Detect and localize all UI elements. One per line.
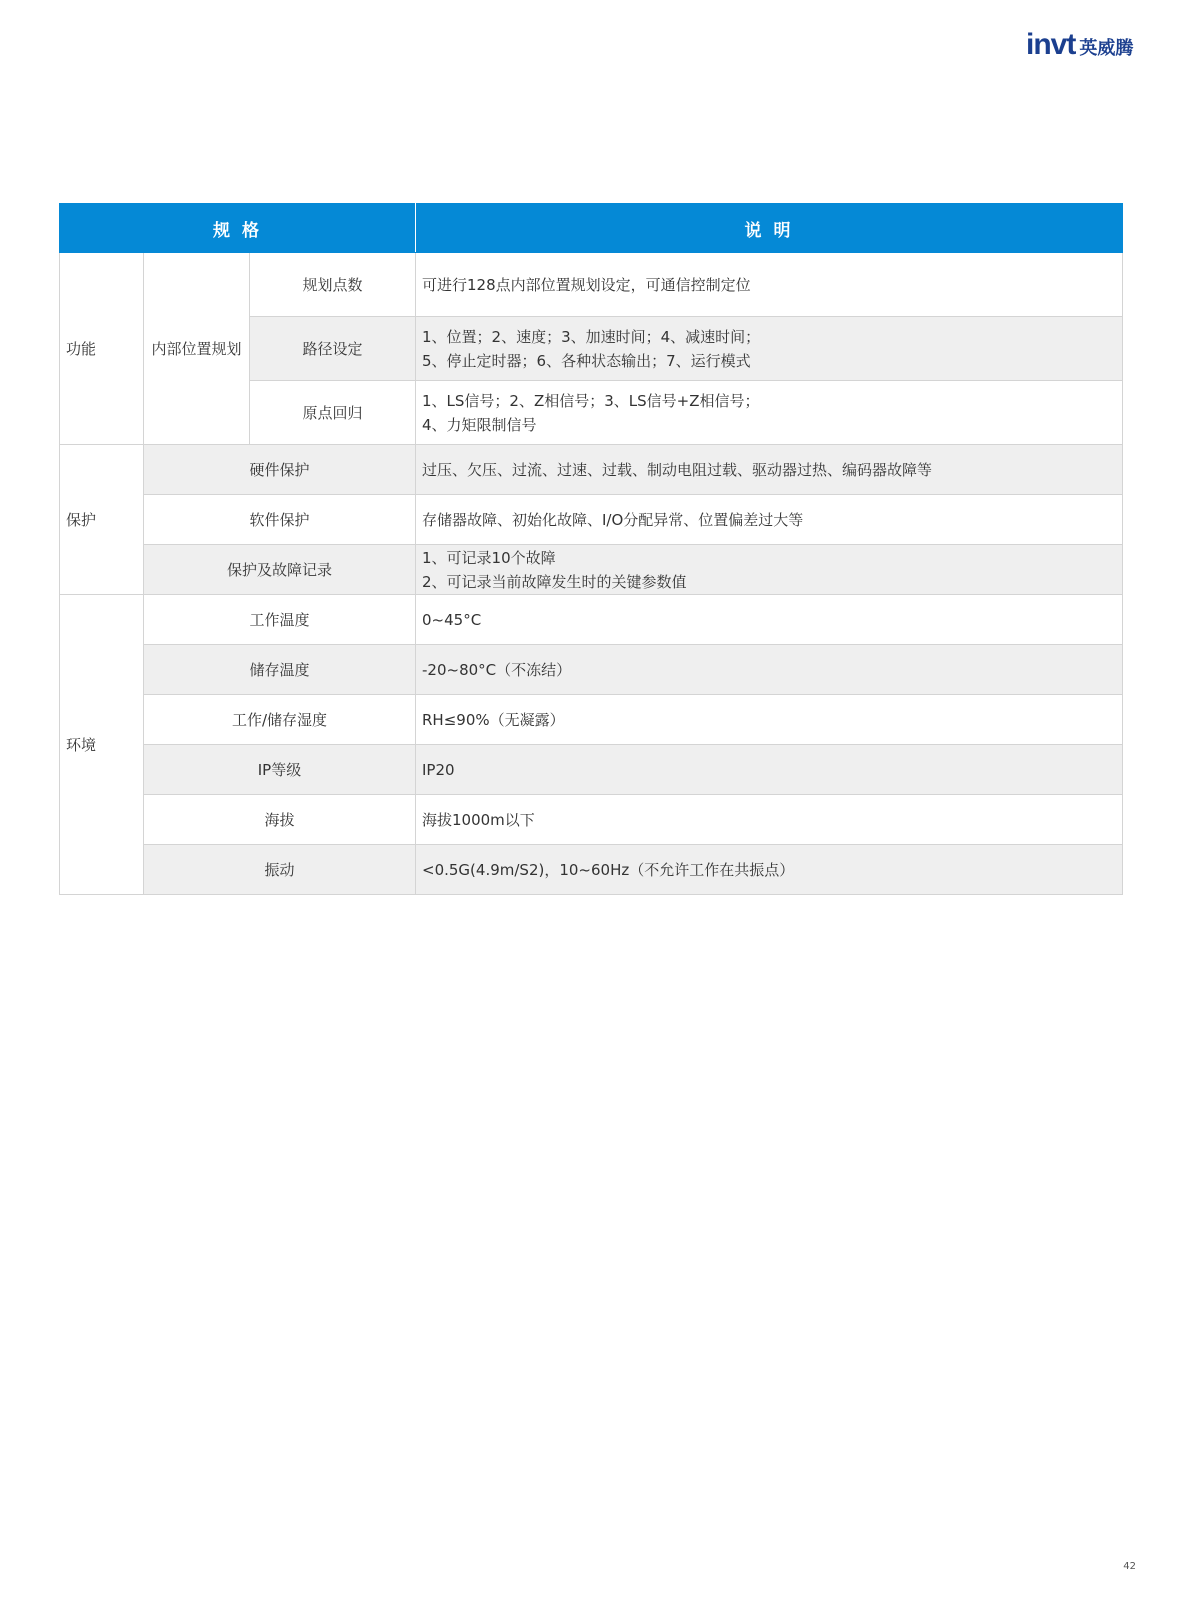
row-item: 储存温度: [144, 645, 416, 695]
row-item: 保护及故障记录: [144, 545, 416, 595]
table-row: [60, 495, 1123, 545]
row-item: 规划点数: [250, 253, 416, 317]
table-row: [60, 695, 1123, 745]
table-row: [60, 253, 1123, 317]
table-row: [60, 595, 1123, 645]
row-desc: 海拔1000m以下: [416, 795, 1123, 845]
row-item: 振动: [144, 845, 416, 895]
row-item: 海拔: [144, 795, 416, 845]
row-item: 软件保护: [144, 495, 416, 545]
row-item: 工作温度: [144, 595, 416, 645]
row-desc: 1、位置；2、速度；3、加速时间；4、减速时间； 5、停止定时器；6、各种状态输出；7、运行模式: [416, 317, 1123, 381]
row-item: 工作/储存湿度: [144, 695, 416, 745]
subgroup-internal-position: 内部位置规划: [144, 253, 250, 445]
row-desc: 1、LS信号；2、Z相信号；3、LS信号+Z相信号； 4、力矩限制信号: [416, 381, 1123, 445]
row-desc: RH≤90%（无凝露）: [416, 695, 1123, 745]
row-desc: 1、可记录10个故障 2、可记录当前故障发生时的关键参数值: [416, 545, 1123, 595]
logo-text: 英威腾: [1079, 38, 1134, 59]
table-header-row: [60, 204, 1123, 253]
group-environment: 环境: [60, 595, 144, 895]
row-desc: <0.5G(4.9m/S2)，10~60Hz（不允许工作在共振点）: [416, 845, 1123, 895]
row-desc: 存储器故障、初始化故障、I/O分配异常、位置偏差过大等: [416, 495, 1123, 545]
spec-table: [59, 203, 1123, 895]
table-row: [60, 445, 1123, 495]
header-spec: 规 格: [60, 204, 416, 253]
row-desc: 可进行128点内部位置规划设定，可通信控制定位: [416, 253, 1123, 317]
row-item: 硬件保护: [144, 445, 416, 495]
table-row: [60, 545, 1123, 595]
row-desc: 0~45°C: [416, 595, 1123, 645]
header-desc: 说 明: [416, 204, 1123, 253]
row-desc: -20~80°C（不冻结）: [416, 645, 1123, 695]
page-number: 42: [1123, 1561, 1136, 1572]
group-function: 功能: [60, 253, 144, 445]
table-row: [60, 795, 1123, 845]
brand-logo: [1026, 28, 1133, 62]
table-row: [60, 645, 1123, 695]
row-item: 路径设定: [250, 317, 416, 381]
logo-mark: invt: [1026, 28, 1076, 61]
row-item: IP等级: [144, 745, 416, 795]
row-desc: IP20: [416, 745, 1123, 795]
group-protection: 保护: [60, 445, 144, 595]
table-row: [60, 745, 1123, 795]
row-desc: 过压、欠压、过流、过速、过载、制动电阻过载、驱动器过热、编码器故障等: [416, 445, 1123, 495]
table-row: [60, 845, 1123, 895]
row-item: 原点回归: [250, 381, 416, 445]
